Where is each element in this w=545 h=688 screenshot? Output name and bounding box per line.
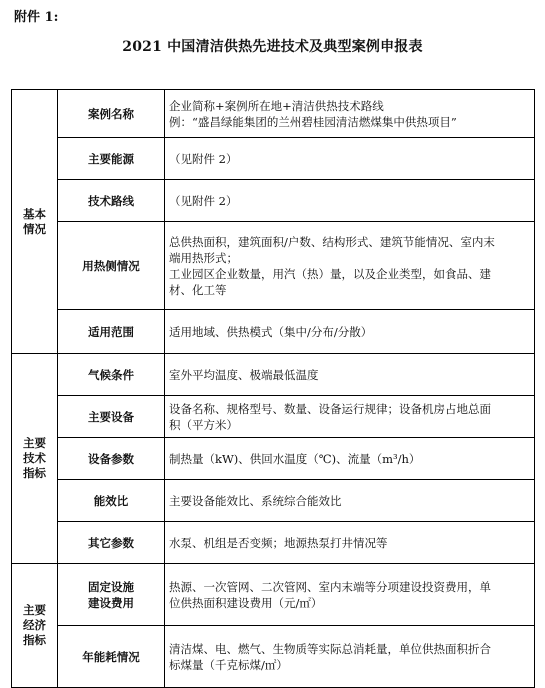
field-label-line: 案例名称 — [88, 106, 134, 121]
field-description-line: 总供热面积，建筑面积/户数、结构形式、建筑节能情况、室内末 — [169, 234, 495, 249]
section-heading — [12, 354, 58, 564]
field-description-line: 例：“盛昌绿能集团的兰州碧桂园清洁燃煤集中供热项目” — [169, 114, 457, 129]
section-heading-line: 主要 — [23, 436, 46, 450]
field-description-line: 清洁煤、电、燃气、生物质等实际总消耗量，单位供热面积折合 — [169, 641, 491, 656]
field-label — [58, 222, 165, 310]
field-description-line: （见附件 2） — [169, 193, 238, 208]
field-description — [165, 310, 535, 354]
field-label-line: 适用范围 — [88, 324, 134, 339]
field-description — [165, 180, 535, 222]
form-row — [12, 480, 535, 522]
field-description-line: 适用地域、供热模式（集中/分布/分散） — [169, 324, 373, 339]
field-description-line: 设备名称、规格型号、数量、设备运行规律；设备机房占地总面 — [169, 401, 491, 416]
field-label-line: 固定设施 — [88, 579, 134, 594]
field-description-line: （见附件 2） — [169, 151, 238, 166]
field-description — [165, 90, 535, 138]
form-row — [12, 90, 535, 138]
page-title: 2021 中国清洁供热先进技术及典型案例申报表 — [122, 39, 423, 55]
field-description — [165, 626, 535, 688]
section-heading-line: 经济 — [23, 618, 46, 632]
field-description — [165, 480, 535, 522]
field-description — [165, 354, 535, 396]
field-description-line: 位供热面积建设费用（元/㎡） — [169, 595, 323, 610]
field-label — [58, 480, 165, 522]
field-label-line: 主要能源 — [88, 151, 134, 166]
field-description-line: 水泵、机组是否变频；地源热泵打井情况等 — [169, 535, 388, 550]
field-description — [165, 222, 535, 310]
section-heading-line: 主要 — [23, 603, 46, 617]
field-label — [58, 354, 165, 396]
field-description-line: 热源、一次管网、二次管网、室内末端等分项建设投资费用，单 — [169, 579, 491, 594]
field-label-line: 技术路线 — [88, 193, 134, 208]
field-label — [58, 564, 165, 626]
field-label-line: 其它参数 — [88, 535, 134, 550]
form-row — [12, 354, 535, 396]
field-label — [58, 522, 165, 564]
form-row — [12, 626, 535, 688]
field-description — [165, 522, 535, 564]
field-description — [165, 438, 535, 480]
field-label — [58, 138, 165, 180]
field-description-line: 积（平方米） — [169, 417, 238, 432]
field-description-line: 企业简称+案例所在地+清洁供热技术路线 — [169, 98, 384, 113]
section-heading — [12, 564, 58, 688]
field-description — [165, 138, 535, 180]
field-description-line: 标煤量（千克标煤/㎡） — [169, 657, 288, 672]
section-heading — [12, 90, 58, 354]
section-heading-line: 情况 — [23, 221, 46, 236]
field-label-line: 用热侧情况 — [82, 258, 140, 273]
field-description — [165, 564, 535, 626]
form-row — [12, 310, 535, 354]
form-row — [12, 222, 535, 310]
field-description-line: 工业园区企业数量，用汽（热）量，以及企业类型，如食品、建 — [169, 266, 491, 281]
form-row — [12, 438, 535, 480]
field-label-line: 气候条件 — [88, 367, 134, 382]
form-row — [12, 396, 535, 438]
form-row — [12, 180, 535, 222]
field-label — [58, 396, 165, 438]
section-heading-line: 基本 — [23, 206, 46, 221]
field-label — [58, 310, 165, 354]
section-heading-line: 技术 — [23, 451, 46, 465]
section-heading-line: 指标 — [23, 633, 46, 647]
field-description-line: 室外平均温度、极端最低温度 — [169, 367, 319, 382]
field-label-line: 建设费用 — [88, 595, 134, 610]
application-form-table — [11, 89, 535, 688]
field-description-line: 端用热形式； — [169, 250, 238, 265]
field-label — [58, 438, 165, 480]
field-description-line: 材、化工等 — [169, 282, 227, 297]
field-label-line: 能效比 — [93, 493, 129, 508]
field-label-line: 主要设备 — [88, 409, 134, 424]
form-row — [12, 564, 535, 626]
field-label — [58, 90, 165, 138]
field-label — [58, 626, 165, 688]
field-label-line: 年能耗情况 — [82, 649, 140, 664]
field-description-line: 制热量（kW)、供回水温度（℃)、流量（m³/h） — [169, 451, 421, 466]
form-row — [12, 522, 535, 564]
field-label — [58, 180, 165, 222]
field-description-line: 主要设备能效比、系统综合能效比 — [169, 493, 342, 508]
section-heading-line: 指标 — [23, 466, 46, 480]
form-row — [12, 138, 535, 180]
field-description — [165, 396, 535, 438]
attachment-label: 附件 1: — [14, 10, 59, 25]
field-label-line: 设备参数 — [88, 451, 134, 466]
